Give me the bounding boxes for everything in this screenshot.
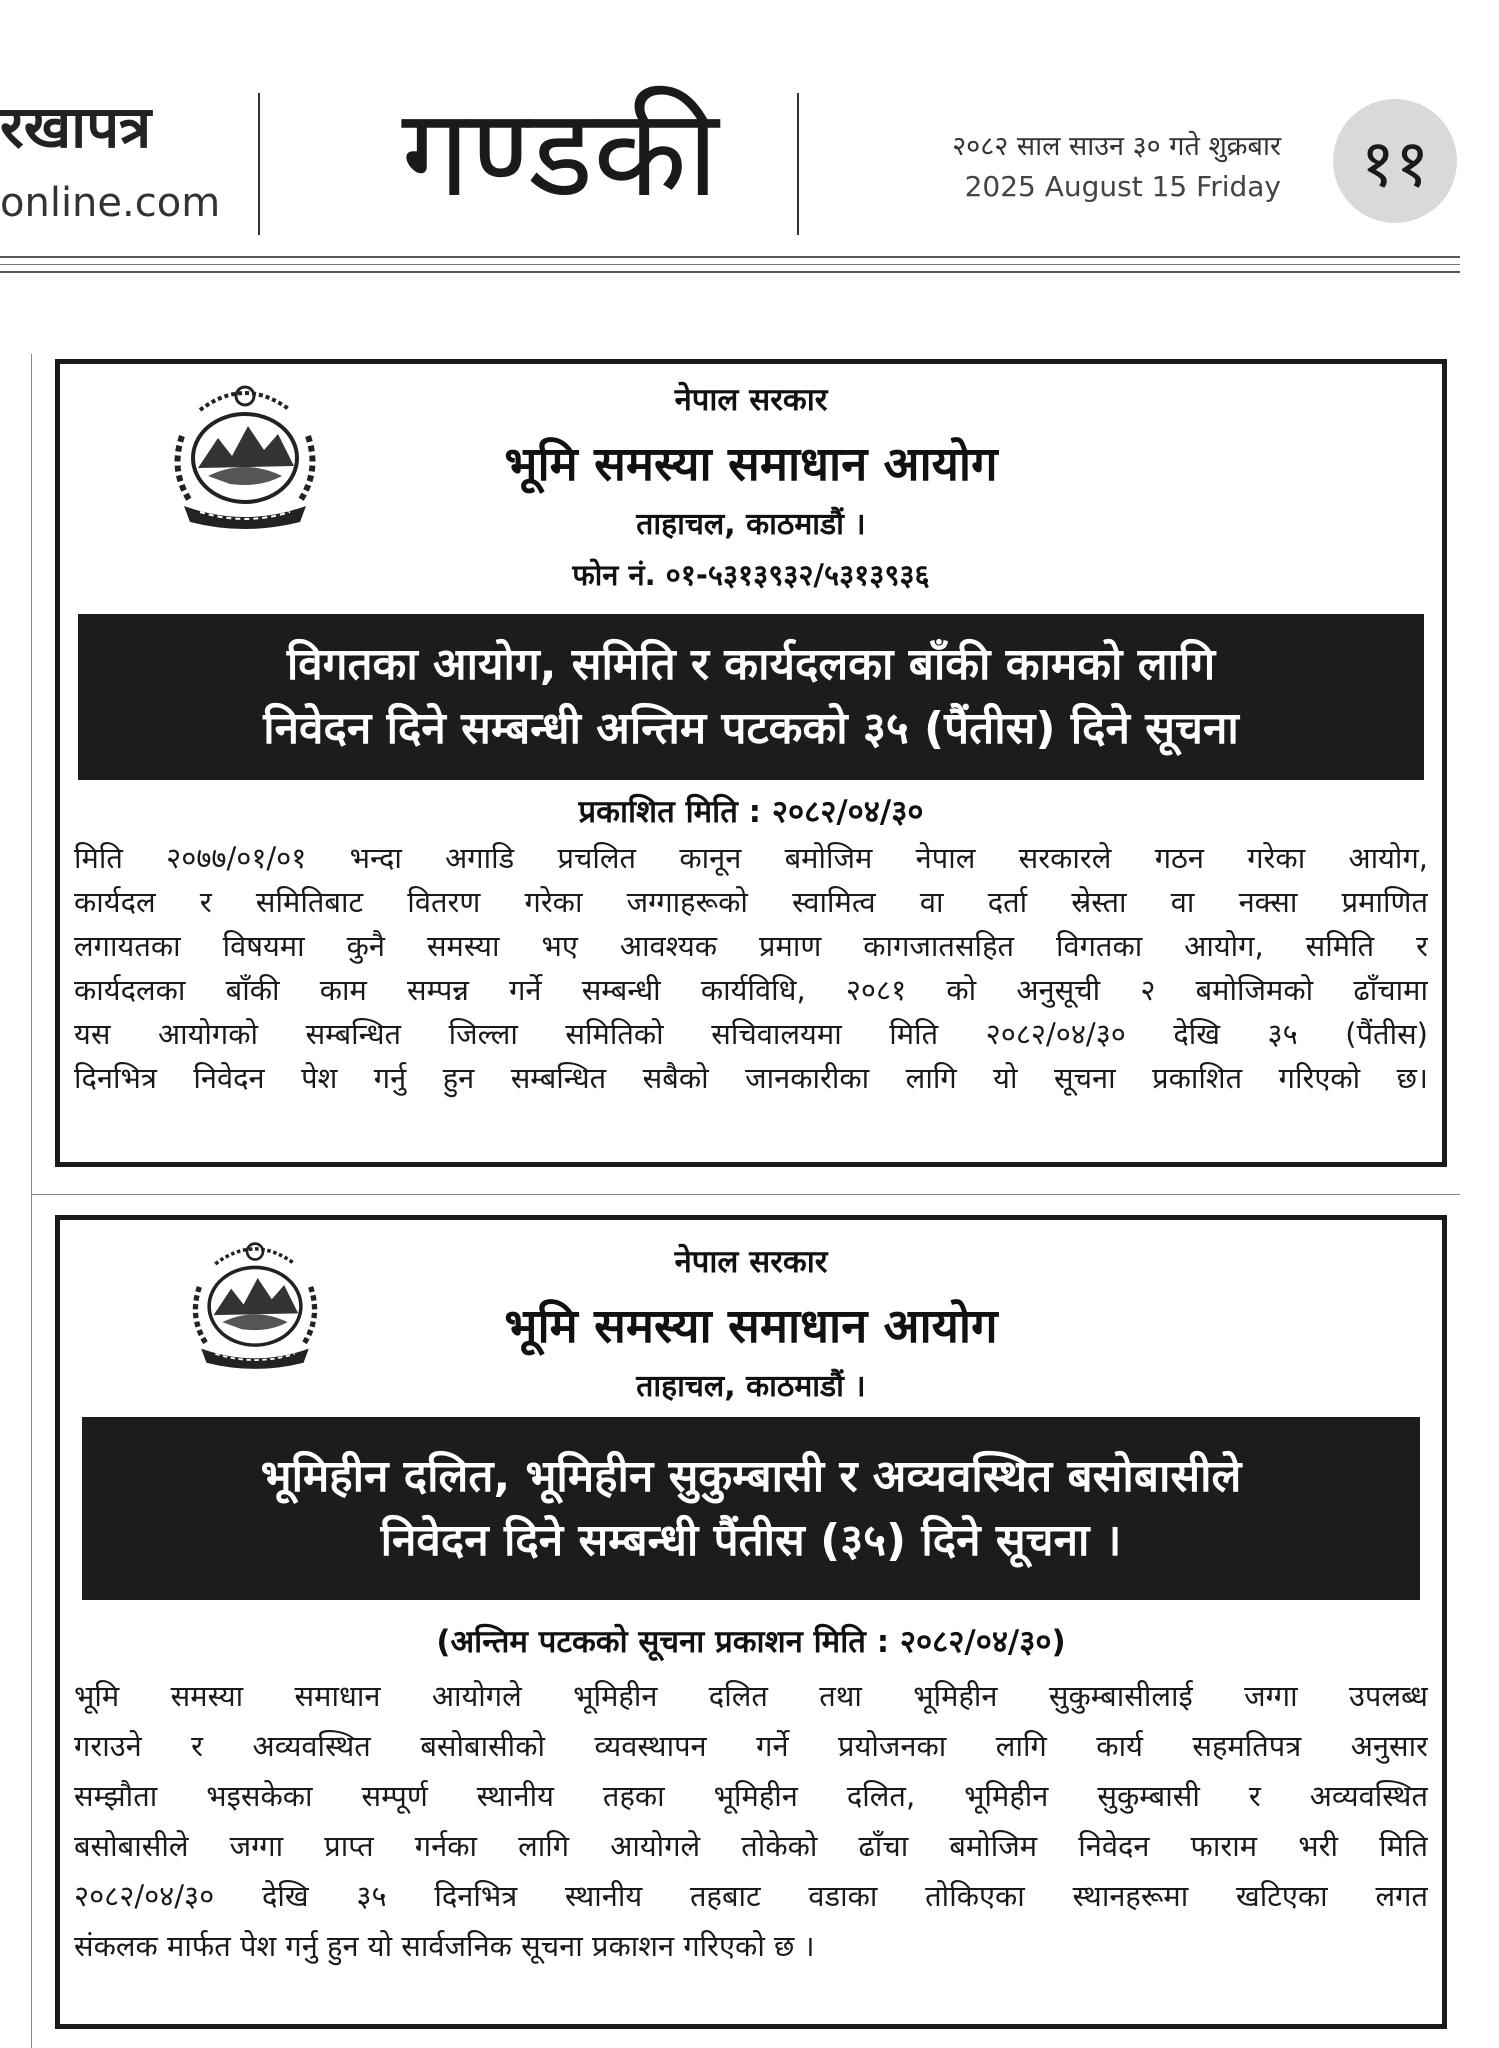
masthead-rule xyxy=(0,264,1460,265)
masthead-rule xyxy=(0,256,1460,258)
masthead-separator xyxy=(258,93,260,235)
banner-line: निवेदन दिने सम्बन्धी पैंतीस (३५) दिने सूचना । xyxy=(380,1514,1122,1566)
notice-divider xyxy=(31,1194,1460,1195)
body-line: भूमि समस्या समाधान आयोगले भूमिहीन दलित तथा भूमिहीन सुकुम्बासीलाई जग्गा उपलब्ध xyxy=(74,1679,1428,1713)
body-line: दिनभित्र निवेदन पेश गर्नु हुन सम्बन्धित सबैको जानकारीका लागि यो सूचना प्रकाशित गरिएको छ। xyxy=(74,1061,1428,1095)
body-line: बसोबासीले जग्गा प्राप्त गर्नका लागि आयोगले तोकेको ढाँचा बमोजिम निवेदन फाराम भरी मिति xyxy=(74,1829,1428,1863)
body-line: मिति २०७७/०१/०१ भन्दा अगाडि प्रचलित कानून बमोजिम नेपाल सरकारले गठन गरेका आयोग, xyxy=(74,841,1428,875)
notice-land-commission-backlog xyxy=(55,359,1447,1167)
body-line: लगायतका विषयमा कुनै समस्या भए आवश्यक प्रमाण कागजातसहित विगतका आयोग, समिति र xyxy=(74,929,1428,963)
body-line: कार्यदल र समितिबाट वितरण गरेका जग्गाहरूको स्वामित्व वा दर्ता स्रेस्ता वा नक्सा प्रमाणित xyxy=(74,885,1428,919)
notice-banner xyxy=(78,614,1424,780)
body-line: सम्झौता भइसकेका सम्पूर्ण स्थानीय तहका भूमिहीन दलित, भूमिहीन सुकुम्बासी र अव्यवस्थित xyxy=(74,1779,1428,1813)
page-number-badge xyxy=(1333,99,1457,223)
newspaper-brand-name: रखापत्र xyxy=(0,93,152,161)
page-number: ११ xyxy=(1360,125,1430,202)
date-english: 2025 August 15 Friday xyxy=(964,170,1281,203)
notice-banner xyxy=(82,1417,1420,1600)
body-line: यस आयोगको सम्बन्धित जिल्ला समितिको सचिवालयमा मिति २०८२/०४/३० देखि ३५ (पैंतीस) xyxy=(74,1017,1428,1051)
government-name: नेपाल सरकार xyxy=(674,382,828,418)
body-line: गराउने र अव्यवस्थित बसोबासीको व्यवस्थापन गर्ने प्रयोजनका लागि कार्य सहमतिपत्र अनुसार xyxy=(74,1729,1428,1763)
notice-landless-dalit-squatter xyxy=(55,1215,1447,2029)
office-address: ताहाचल, काठमाडौं । xyxy=(636,1369,866,1404)
body-line: संकलक मार्फत पेश गर्नु हुन यो सार्वजनिक सूचना प्रकाशन गरिएको छ । xyxy=(74,1929,815,1963)
masthead-rule xyxy=(0,271,1460,273)
notice-body xyxy=(74,1676,1428,1976)
banner-line: विगतका आयोग, समिति र कार्यदलका बाँकी कामको लागि xyxy=(286,639,1216,691)
section-title: गण्डकी xyxy=(401,82,719,224)
column-rule xyxy=(31,354,32,2048)
government-name: नेपाल सरकार xyxy=(674,1244,828,1280)
body-line: कार्यदलका बाँकी काम सम्पन्न गर्ने सम्बन्धी कार्यविधि, २०८१ को अनुसूची २ बमोजिमको ढाँचामा xyxy=(74,973,1428,1007)
published-date: (अन्तिम पटकको सूचना प्रकाशन मिति : २०८२/०४/३०) xyxy=(436,1624,1066,1660)
banner-line: निवेदन दिने सम्बन्धी अन्तिम पटकको ३५ (पैंतीस) दिने सूचना xyxy=(263,703,1239,754)
date-nepali: २०८२ साल साउन ३० गते शुक्रबार xyxy=(952,131,1281,162)
office-name: भूमि समस्या समाधान आयोग xyxy=(504,1299,998,1354)
office-phone: फोन नं. ०१-५३१३९३२/५३१३९३६ xyxy=(572,558,930,592)
masthead-separator xyxy=(797,93,799,235)
office-name: भूमि समस्या समाधान आयोग xyxy=(504,437,998,492)
notice-body xyxy=(74,838,1428,1102)
newspaper-website: online.com xyxy=(0,180,221,226)
body-line: २०८२/०४/३० देखि ३५ दिनभित्र स्थानीय तहबाट वडाका तोकिएका स्थानहरूमा खटिएका लगत xyxy=(74,1879,1428,1913)
published-date: प्रकाशित मिति : २०८२/०४/३० xyxy=(578,794,924,830)
banner-line: भूमिहीन दलित, भूमिहीन सुकुम्बासी र अव्यवस्थित बसोबासीले xyxy=(260,1450,1242,1502)
office-address: ताहाचल, काठमाडौं । xyxy=(636,507,866,542)
